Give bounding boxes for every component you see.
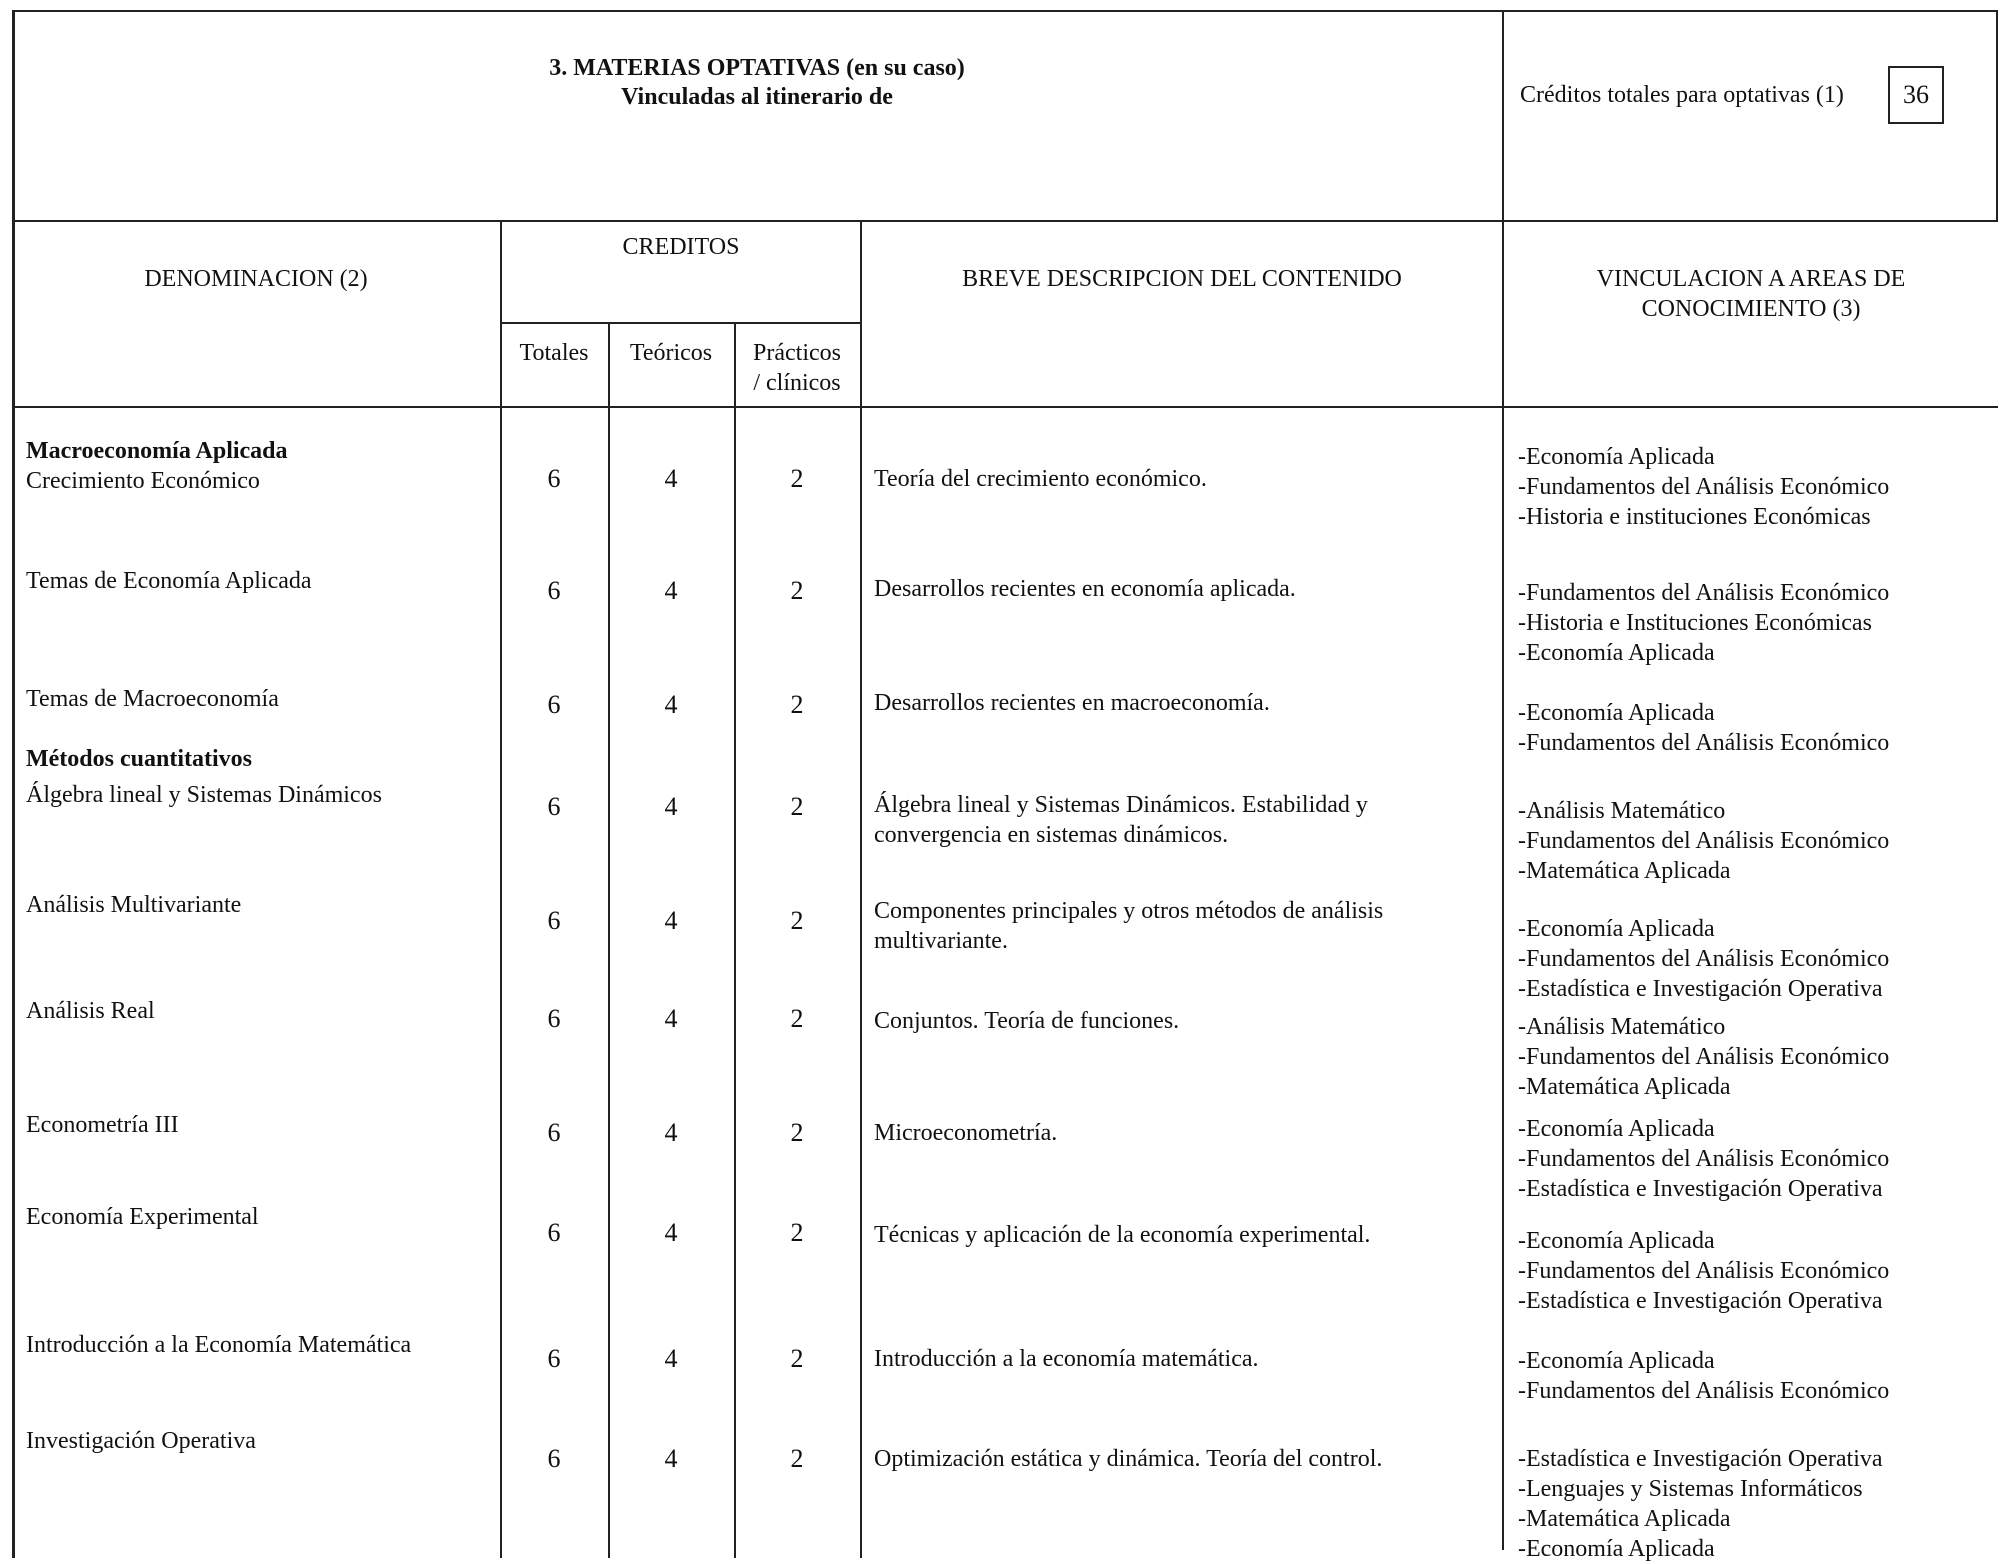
course-name: Álgebra lineal y Sistemas Dinámicos <box>26 782 382 808</box>
knowledge-areas <box>1518 1444 1883 1564</box>
knowledge-area-item: -Estadística e Investigación Operativa <box>1518 1288 1883 1314</box>
credits-teoricos: 4 <box>664 1444 678 1473</box>
credits-teoricos: 4 <box>664 464 678 493</box>
knowledge-area-item: -Economía Aplicada <box>1518 640 1715 666</box>
course-description: Componentes principales y otros métodos de análisis <box>874 898 1384 924</box>
document-page <box>12 10 1998 1562</box>
top-border <box>12 10 1998 12</box>
credits-totales: 6 <box>547 906 561 935</box>
knowledge-area-item: -Economía Aplicada <box>1518 700 1715 726</box>
knowledge-area-item: -Economía Aplicada <box>1518 1348 1715 1374</box>
knowledge-area-item: -Fundamentos del Análisis Económico <box>1518 730 1890 756</box>
knowledge-area-item: -Matemática Aplicada <box>1518 1074 1731 1100</box>
header-subtitle: Vinculadas al itinerario de <box>621 84 893 110</box>
credits-teoricos: 4 <box>664 1218 678 1247</box>
credits-practicos: 2 <box>790 792 804 821</box>
course-description: Microeconometría. <box>874 1120 1058 1146</box>
course-name: Econometría III <box>26 1112 179 1138</box>
col-divider-practicos <box>860 220 862 1558</box>
header-title: 3. MATERIAS OPTATIVAS (en su caso) <box>549 55 965 81</box>
knowledge-area-item: -Análisis Matemático <box>1518 1014 1726 1040</box>
course-name: Crecimiento Económico <box>26 468 260 494</box>
knowledge-area-item: -Fundamentos del Análisis Económico <box>1518 1378 1890 1404</box>
knowledge-areas <box>1518 1226 1889 1316</box>
credits-totales: 6 <box>547 1344 561 1373</box>
course-description: Teoría del crecimiento económico. <box>874 466 1207 492</box>
knowledge-area-item: -Economía Aplicada <box>1518 444 1715 470</box>
col-header-vinculacion: VINCULACION A AREAS DE <box>1596 266 1906 292</box>
knowledge-area-item: -Estadística e Investigación Operativa <box>1518 1176 1883 1202</box>
course-description: Introducción a la economía matemática. <box>874 1346 1259 1372</box>
knowledge-area-item: -Fundamentos del Análisis Económico <box>1518 828 1890 854</box>
course-name: Temas de Macroeconomía <box>26 686 279 712</box>
knowledge-area-item: -Estadística e Investigación Operativa <box>1518 976 1883 1002</box>
credits-practicos: 2 <box>790 1004 804 1033</box>
credits-teoricos: 4 <box>664 576 678 605</box>
col-header-vinculacion-line2: CONOCIMIENTO (3) <box>1641 296 1861 322</box>
credits-teoricos: 4 <box>664 1004 678 1033</box>
course-name: Investigación Operativa <box>26 1428 256 1454</box>
credits-practicos: 2 <box>790 1218 804 1247</box>
credits-teoricos: 4 <box>664 792 678 821</box>
course-description-line2: multivariante. <box>874 928 1008 954</box>
credits-totales: 6 <box>547 1118 561 1147</box>
credits-teoricos: 4 <box>664 906 678 935</box>
course-name: Análisis Multivariante <box>26 892 242 918</box>
course-name: Temas de Economía Aplicada <box>26 568 312 594</box>
knowledge-areas <box>1518 914 1889 1004</box>
col-header-creditos: CREDITOS <box>622 234 740 260</box>
knowledge-areas <box>1518 1114 1889 1204</box>
credits-teoricos: 4 <box>664 1344 678 1373</box>
credits-total-value: 36 <box>1888 66 1944 124</box>
col-divider-teoricos <box>734 322 736 1558</box>
credits-practicos: 2 <box>790 1444 804 1473</box>
credits-totales: 6 <box>547 1004 561 1033</box>
credits-practicos: 2 <box>790 576 804 605</box>
knowledge-areas <box>1518 1346 1889 1406</box>
knowledge-area-item: -Historia e Instituciones Económicas <box>1518 610 1872 636</box>
right-border <box>1996 10 1998 220</box>
col-divider-totales <box>608 322 610 1558</box>
credits-totales: 6 <box>547 464 561 493</box>
header-credits-divider <box>1502 10 1504 1550</box>
section-heading-metodos: Métodos cuantitativos <box>26 746 252 772</box>
column-header-bottom <box>12 406 1998 408</box>
col-header-teoricos: Teóricos <box>629 340 713 366</box>
knowledge-areas <box>1518 442 1889 532</box>
course-description: Técnicas y aplicación de la economía experimental. <box>874 1222 1371 1248</box>
knowledge-area-item: -Lenguajes y Sistemas Informáticos <box>1518 1476 1863 1502</box>
section-heading-macro: Macroeconomía Aplicada <box>26 438 288 464</box>
course-name: Economía Experimental <box>26 1204 259 1230</box>
knowledge-areas <box>1518 796 1889 886</box>
knowledge-areas <box>1518 578 1889 668</box>
knowledge-area-item: -Estadística e Investigación Operativa <box>1518 1446 1883 1472</box>
col-header-descripcion: BREVE DESCRIPCION DEL CONTENIDO <box>962 266 1402 292</box>
col-header-practicos-line2: / clínicos <box>753 370 841 396</box>
knowledge-area-item: -Fundamentos del Análisis Económico <box>1518 1044 1890 1070</box>
course-description: Álgebra lineal y Sistemas Dinámicos. Estabilidad y <box>874 792 1368 818</box>
knowledge-area-item: -Economía Aplicada <box>1518 1536 1715 1562</box>
knowledge-area-item: -Economía Aplicada <box>1518 1116 1715 1142</box>
credits-total-label: Créditos totales para optativas (1) <box>1520 82 1844 108</box>
credits-teoricos: 4 <box>664 1118 678 1147</box>
credits-teoricos: 4 <box>664 690 678 719</box>
col-header-practicos: Prácticos <box>753 340 841 366</box>
left-border <box>12 10 15 1558</box>
credits-totales: 6 <box>547 576 561 605</box>
knowledge-area-item: -Fundamentos del Análisis Económico <box>1518 946 1890 972</box>
credits-totales: 6 <box>547 1218 561 1247</box>
knowledge-areas <box>1518 1012 1889 1102</box>
knowledge-areas <box>1518 698 1889 758</box>
knowledge-area-item: -Historia e instituciones Económicas <box>1518 504 1871 530</box>
credits-practicos: 2 <box>790 1344 804 1373</box>
knowledge-area-item: -Fundamentos del Análisis Económico <box>1518 1146 1890 1172</box>
course-description: Conjuntos. Teoría de funciones. <box>874 1008 1180 1034</box>
course-name: Análisis Real <box>26 998 155 1024</box>
course-description-line2: convergencia en sistemas dinámicos. <box>874 822 1229 848</box>
creditos-subheader-line <box>500 322 862 324</box>
col-divider-denominacion <box>500 220 502 1558</box>
header-divider <box>12 220 1998 222</box>
col-header-denominacion: DENOMINACION (2) <box>144 266 368 292</box>
knowledge-area-item: -Análisis Matemático <box>1518 798 1726 824</box>
knowledge-area-item: -Fundamentos del Análisis Económico <box>1518 1258 1890 1284</box>
credits-practicos: 2 <box>790 906 804 935</box>
knowledge-area-item: -Fundamentos del Análisis Económico <box>1518 474 1890 500</box>
knowledge-area-item: -Matemática Aplicada <box>1518 1506 1731 1532</box>
course-name: Introducción a la Economía Matemática <box>26 1332 412 1358</box>
credits-totales: 6 <box>547 1444 561 1473</box>
credits-practicos: 2 <box>790 464 804 493</box>
knowledge-area-item: -Fundamentos del Análisis Económico <box>1518 580 1890 606</box>
course-description: Optimización estática y dinámica. Teoría del control. <box>874 1446 1383 1472</box>
knowledge-area-item: -Economía Aplicada <box>1518 916 1715 942</box>
credits-practicos: 2 <box>790 1118 804 1147</box>
col-header-totales: Totales <box>519 340 589 366</box>
credits-practicos: 2 <box>790 690 804 719</box>
knowledge-area-item: -Matemática Aplicada <box>1518 858 1731 884</box>
credits-totales: 6 <box>547 690 561 719</box>
knowledge-area-item: -Economía Aplicada <box>1518 1228 1715 1254</box>
course-description: Desarrollos recientes en economía aplicada. <box>874 576 1296 602</box>
credits-totales: 6 <box>547 792 561 821</box>
course-description: Desarrollos recientes en macroeconomía. <box>874 690 1270 716</box>
